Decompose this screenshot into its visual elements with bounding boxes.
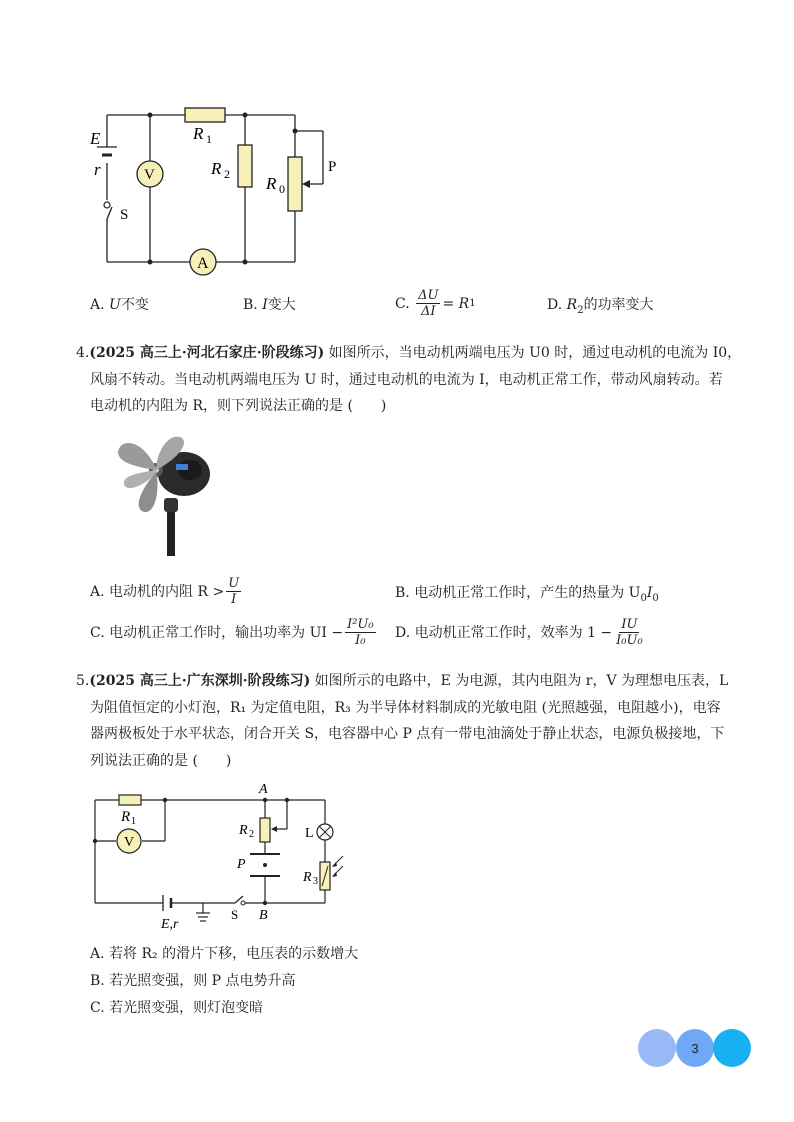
question-source: (2025 高三上·广东深圳·阶段练习) <box>89 673 311 689</box>
voltmeter-label: V <box>124 835 135 850</box>
question-number: 5. <box>76 673 90 689</box>
numerator: I²U₀ <box>347 617 374 632</box>
option-text: 变大 <box>267 297 296 313</box>
option-var: I <box>646 585 653 601</box>
label-r2-sub: 2 <box>224 167 230 181</box>
q5-question <box>76 668 766 774</box>
q4-option-d <box>395 617 647 648</box>
oil-drop-p <box>263 863 267 867</box>
q5-option-c: C. 若光照变强，则灯泡变暗 <box>90 1000 264 1016</box>
question-text: 列说法正确的是 ( ) <box>90 752 232 769</box>
option-letter: A. <box>90 297 105 313</box>
q3-option-a <box>90 292 149 318</box>
denominator: I₀U₀ <box>616 633 643 648</box>
label-r1-sub: 1 <box>206 132 212 146</box>
label-s: S <box>120 207 129 223</box>
option-var: I <box>262 297 268 313</box>
q3-option-d <box>547 292 654 324</box>
question-text: 如图所示，当电动机两端电压为 U0 时，通过电动机的电流为 I0， <box>324 345 742 361</box>
fraction <box>614 617 645 648</box>
option-text: 不变 <box>120 297 149 313</box>
equation: = R <box>442 295 470 312</box>
denominator: ΔI <box>421 304 436 319</box>
label-r0-sub: 0 <box>279 182 285 196</box>
q5-option-a: A. 若将 R₂ 的滑片下移，电压表的示数增大 <box>90 946 359 962</box>
label-r1: R <box>193 124 204 143</box>
option-var: R <box>566 297 578 313</box>
q4-option-b <box>395 580 659 612</box>
option-text: D. 电动机正常工作时，效率为 1 − <box>395 624 613 641</box>
option-var: U <box>109 297 121 313</box>
label-r2-sub: 2 <box>249 829 254 840</box>
question-source: (2025 高三上·河北石家庄·阶段练习) <box>89 345 325 361</box>
option-text: B. 电动机正常工作时，产生的热量为 U <box>395 585 641 601</box>
question-number: 4. <box>76 345 90 361</box>
label-r2: R <box>239 823 248 838</box>
label-r: r <box>94 160 101 179</box>
option-text: A. 电动机的内阻 R > <box>90 583 225 600</box>
label-r1-sub: 1 <box>131 816 136 827</box>
q5-circuit-diagram <box>85 778 345 938</box>
question-text: 风扇不转动。当电动机两端电压为 U 时，通过电动机的电流为 I，电动机正常工作，带动风扇转动。若 <box>90 371 723 388</box>
label-r2: R <box>211 159 222 178</box>
rheostat-r0 <box>288 157 302 211</box>
subscript: 0 <box>652 592 659 604</box>
option-letter: D. <box>547 297 563 313</box>
q3-option-c <box>395 288 476 319</box>
question-text: 为阻值恒定的小灯泡，R₁ 为定值电阻，R₃ 为半导体材料制成的光敏电阻 (光照越强，电阻越小)，电容 <box>90 699 721 716</box>
label-er: E,r <box>161 917 179 932</box>
resistor-r1 <box>185 108 225 122</box>
ammeter-label: A <box>197 255 209 272</box>
numerator: U <box>228 576 240 591</box>
label-r3: R <box>303 870 312 885</box>
page-decor-circle <box>638 1029 676 1067</box>
option-text: C. 电动机正常工作时，输出功率为 UI − <box>90 624 344 641</box>
question-text: 电动机的内阻为 R，则下列说法正确的是 ( ) <box>90 398 387 414</box>
numerator: IU <box>621 617 638 632</box>
resistor-r2 <box>238 145 252 187</box>
question-text: 如图所示的电路中，E 为电源，其内电阻为 r，V 为理想电压表，L <box>310 673 729 689</box>
option-letter: C. <box>395 295 410 312</box>
switch-contact <box>104 202 110 208</box>
label-s: S <box>231 907 239 922</box>
denominator: I₀ <box>355 633 366 648</box>
label-r0: R <box>266 174 277 193</box>
question-text: 器两极板处于水平状态，闭合开关 S，电容器中心 P 点有一带电油滴处于静止状态，电源负极接地，下 <box>90 726 725 742</box>
label-l: L <box>305 826 314 841</box>
subscript: 0 <box>640 592 647 604</box>
label-p: P <box>237 857 246 872</box>
fraction <box>416 288 440 319</box>
label-r1: R <box>121 809 131 825</box>
fraction <box>226 576 241 607</box>
q5-option-b: B. 若光照变强，则 P 点电势升高 <box>90 973 296 989</box>
fraction <box>345 617 376 648</box>
page-number: 3 <box>676 1029 714 1067</box>
label-p: P <box>328 159 337 175</box>
label-r3-sub: 3 <box>313 876 318 887</box>
q4-question <box>76 340 756 420</box>
option-text: 的功率变大 <box>583 297 654 313</box>
option-letter: B. <box>243 297 258 313</box>
subscript: 1 <box>469 297 476 309</box>
label-b: B <box>259 908 268 923</box>
page-decor-circle <box>713 1029 751 1067</box>
q4-option-a <box>90 576 243 607</box>
numerator: ΔU <box>418 288 439 303</box>
slider-arrow <box>302 180 310 188</box>
label-e: E <box>90 129 101 148</box>
q4-option-c <box>90 617 378 648</box>
label-a: A <box>259 782 268 797</box>
subscript: 2 <box>577 304 584 316</box>
q3-option-b <box>243 292 296 318</box>
q3-circuit-diagram <box>80 95 360 280</box>
denominator: I <box>231 592 237 607</box>
fan-image <box>112 428 212 556</box>
voltmeter-label: V <box>144 167 155 183</box>
